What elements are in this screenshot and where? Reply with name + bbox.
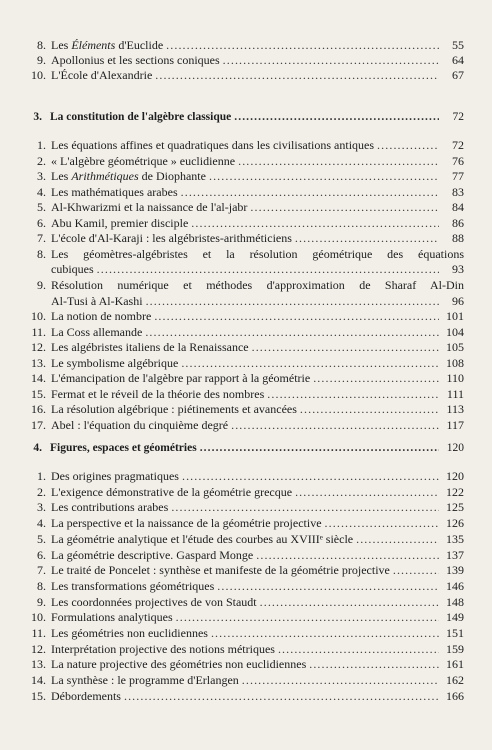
toc-entry xyxy=(28,610,464,624)
entry-number: 14. xyxy=(31,673,46,688)
toc-entry xyxy=(28,216,464,230)
entry-number: 10. xyxy=(31,309,46,324)
dot-leader xyxy=(166,38,439,52)
dot-leader xyxy=(238,154,439,168)
entry-number: 1. xyxy=(37,469,46,483)
dot-leader xyxy=(171,500,439,514)
entry-page: 64 xyxy=(452,53,464,67)
dot-leader xyxy=(211,626,439,640)
toc-entry xyxy=(28,340,464,354)
toc-entry xyxy=(28,53,464,67)
dot-leader xyxy=(295,231,439,245)
toc-entry xyxy=(28,154,464,168)
entry-title: Résolution numérique et méthodes d'approximation de Sharaf Al-Din xyxy=(51,277,464,292)
entry-number: 6. xyxy=(37,547,46,562)
toc-entry-continuation xyxy=(51,262,464,276)
entry-title: La perspective et la naissance de la géométrie projective xyxy=(51,516,322,531)
entry-title: Formulations analytiques xyxy=(51,610,173,625)
entry-number: 13. xyxy=(31,657,46,672)
entry-title: La nature projective des géométries non euclidiennes xyxy=(51,657,307,672)
entry-page: 126 xyxy=(446,516,464,531)
toc-entry xyxy=(28,169,464,183)
chapter-number: 3. xyxy=(33,111,42,123)
dot-leader xyxy=(231,418,439,432)
entry-title: Le symbolisme algébrique xyxy=(51,355,179,370)
dot-leader xyxy=(325,516,439,530)
entry-number: 2. xyxy=(37,484,46,499)
toc-entry xyxy=(28,231,464,245)
dot-leader xyxy=(267,387,439,401)
entry-page: 108 xyxy=(446,355,464,370)
entry-title: Les coordonnées projectives de von Staudt xyxy=(51,594,257,609)
entry-title: L'École d'Alexandrie xyxy=(51,68,153,82)
entry-page: 101 xyxy=(446,309,464,324)
dot-leader xyxy=(393,563,439,577)
entry-page: 111 xyxy=(446,386,464,401)
toc-entry xyxy=(28,469,464,483)
entry-title-cont: cubiques xyxy=(51,262,94,277)
entry-number: 12. xyxy=(31,641,46,656)
dot-leader xyxy=(234,110,439,124)
entry-page: 55 xyxy=(452,38,464,52)
dot-leader xyxy=(182,469,439,483)
chapter-title: Figures, espaces et géométries xyxy=(50,442,197,454)
entry-number: 4. xyxy=(37,516,46,531)
dot-leader xyxy=(176,610,439,624)
entry-number: 8. xyxy=(37,38,46,52)
entry-title: Les équations affines et quadratiques dans les civilisations antiques xyxy=(51,138,375,152)
entry-page: 67 xyxy=(452,68,464,82)
entry-number: 11. xyxy=(31,626,46,640)
entry-number: 2. xyxy=(37,153,46,168)
entry-number: 1. xyxy=(37,138,46,152)
entry-page: 110 xyxy=(446,371,464,386)
entry-number: 15. xyxy=(31,688,46,703)
entry-title: Apollonius et les sections coniques xyxy=(51,53,220,67)
entry-number: 14. xyxy=(31,371,46,386)
entry-page: 104 xyxy=(446,324,464,339)
entry-title: Al-Khwarizmi et la naissance de l'al-jabr xyxy=(51,200,248,215)
entry-title: Les mathématiques arabes xyxy=(51,184,178,199)
chapter-page: 120 xyxy=(446,442,464,454)
dot-leader xyxy=(154,309,439,323)
dot-leader xyxy=(250,200,439,214)
toc-entry xyxy=(28,532,464,546)
toc-entry xyxy=(28,500,464,514)
entry-number: 17. xyxy=(31,417,46,432)
dot-leader xyxy=(124,689,439,703)
toc-entry xyxy=(28,138,464,152)
entry-page: 137 xyxy=(446,547,464,562)
entry-page: 125 xyxy=(446,500,464,515)
dot-leader xyxy=(356,532,439,546)
entry-page: 148 xyxy=(446,594,464,609)
entry-number: 12. xyxy=(31,340,46,355)
entry-page: 120 xyxy=(446,469,464,483)
dot-leader xyxy=(377,138,439,152)
entry-title: L'école d'Al-Karaji : les algébristes-arithméticiens xyxy=(51,231,292,246)
toc-entry xyxy=(28,387,464,401)
entry-number: 10. xyxy=(31,610,46,625)
entry-number: 5. xyxy=(37,531,46,546)
chapter-title: La constitution de l'algèbre classique xyxy=(50,111,232,123)
entry-title: La résolution algébrique : piétinements et avancées xyxy=(51,402,297,417)
dot-leader xyxy=(242,673,439,687)
dot-leader xyxy=(309,657,439,671)
entry-title: Les géomètres-algébristes et la résolution géométrique des équations xyxy=(51,246,464,261)
entry-title: Abel : l'équation du cinquième degré xyxy=(51,417,229,432)
entry-number: 15. xyxy=(31,386,46,401)
entry-title: La Coss allemande xyxy=(51,324,143,339)
toc-entry xyxy=(28,418,464,432)
dot-leader xyxy=(313,371,439,385)
entry-title: L'émancipation de l'algèbre par rapport à la géométrie xyxy=(51,371,311,386)
toc-entry xyxy=(28,563,464,577)
entry-number: 9. xyxy=(37,594,46,609)
entry-page: 117 xyxy=(446,417,464,432)
toc-entry xyxy=(28,673,464,687)
entry-title-cont: Al-Tusi à Al-Kashi xyxy=(51,293,143,308)
entry-page: 139 xyxy=(446,563,464,578)
toc-entry xyxy=(28,642,464,656)
chapter-number: 4. xyxy=(33,442,42,454)
entry-page: 77 xyxy=(452,169,464,184)
entry-number: 11. xyxy=(31,324,46,339)
entry-page: 86 xyxy=(452,215,464,230)
chapter-heading xyxy=(28,110,464,124)
toc-entry xyxy=(28,548,464,562)
entry-title: La synthèse : le programme d'Erlangen xyxy=(51,673,239,688)
entry-number: 4. xyxy=(37,184,46,199)
dot-leader xyxy=(146,294,439,308)
toc-entry xyxy=(28,325,464,339)
entry-title: Interprétation projective des notions métriques xyxy=(51,641,275,656)
dot-leader xyxy=(223,53,439,67)
chapter-page: 72 xyxy=(452,111,464,123)
entry-number: 3. xyxy=(37,169,46,184)
entry-title: Les contributions arabes xyxy=(51,500,169,515)
toc-entry xyxy=(28,657,464,671)
dot-leader xyxy=(191,216,439,230)
toc-entry xyxy=(28,579,464,593)
entry-title: « L'algèbre géométrique » euclidienne xyxy=(51,153,236,168)
entry-title: Des origines pragmatiques xyxy=(51,469,179,483)
dot-leader xyxy=(209,169,439,183)
entry-number: 5. xyxy=(37,200,46,215)
entry-title: La géométrie analytique et l'étude des courbes au XVIIIᵉ siècle xyxy=(51,531,354,546)
entry-number: 6. xyxy=(37,215,46,230)
entry-title: L'exigence démonstrative de la géométrie grecque xyxy=(51,484,293,499)
toc-entry xyxy=(28,595,464,609)
dot-leader xyxy=(217,579,439,593)
entry-number: 8. xyxy=(37,246,46,261)
entry-number: 9. xyxy=(37,277,46,292)
entry-title: Le traité de Poncelet : synthèse et manifeste de la géométrie projective xyxy=(51,563,390,578)
entry-page: 161 xyxy=(446,657,464,672)
entry-page: 105 xyxy=(446,340,464,355)
entry-page: 159 xyxy=(446,641,464,656)
toc-entry xyxy=(28,626,464,640)
entry-number: 16. xyxy=(31,402,46,417)
entry-number: 10. xyxy=(31,68,46,82)
dot-leader xyxy=(295,485,439,499)
entry-page: 149 xyxy=(446,610,464,625)
entry-page: 96 xyxy=(452,293,464,308)
entry-title: Les géométries non euclidiennes xyxy=(51,626,208,640)
entry-title: Abu Kamil, premier disciple xyxy=(51,215,189,230)
dot-leader xyxy=(278,642,439,656)
dot-leader xyxy=(252,340,439,354)
toc-entry xyxy=(28,200,464,214)
entry-number: 3. xyxy=(37,500,46,515)
toc-entry xyxy=(28,247,464,261)
entry-number: 13. xyxy=(31,355,46,370)
entry-page: 162 xyxy=(446,673,464,688)
toc-entry xyxy=(28,185,464,199)
entry-title: Fermat et le réveil de la théorie des nombres xyxy=(51,386,265,401)
entry-page: 72 xyxy=(452,138,464,152)
dot-leader xyxy=(155,68,439,82)
entry-page: 122 xyxy=(446,484,464,499)
entry-page: 84 xyxy=(452,200,464,215)
entry-page: 113 xyxy=(446,402,464,417)
dot-leader xyxy=(97,262,439,276)
entry-title: Les transformations géométriques xyxy=(51,578,215,593)
entry-page: 135 xyxy=(446,531,464,546)
entry-title: La notion de nombre xyxy=(51,309,152,324)
entry-page: 88 xyxy=(452,231,464,246)
dot-leader xyxy=(300,402,439,416)
entry-page: 151 xyxy=(446,626,464,640)
toc-entry xyxy=(28,356,464,370)
toc-entry-continuation xyxy=(51,294,464,308)
toc-entry xyxy=(28,402,464,416)
entry-title: Les Éléments d'Euclide xyxy=(51,38,164,52)
dot-leader xyxy=(260,595,439,609)
entry-title: Les algébristes italiens de la Renaissance xyxy=(51,340,249,355)
chapter-heading xyxy=(28,441,464,455)
dot-leader xyxy=(256,548,439,562)
dot-leader xyxy=(145,325,439,339)
toc-entry xyxy=(28,371,464,385)
entry-number: 8. xyxy=(37,578,46,593)
toc-entry xyxy=(28,689,464,703)
entry-number: 9. xyxy=(37,53,46,67)
toc-entry xyxy=(28,485,464,499)
toc-entry xyxy=(28,309,464,323)
dot-leader xyxy=(181,185,439,199)
entry-number: 7. xyxy=(37,231,46,246)
entry-title: Les Arithmétiques de Diophante xyxy=(51,169,206,184)
toc-entry xyxy=(28,38,464,52)
entry-page: 166 xyxy=(446,688,464,703)
entry-title: La géométrie descriptive. Gaspard Monge xyxy=(51,547,254,562)
toc-entry xyxy=(28,68,464,82)
entry-page: 83 xyxy=(452,184,464,199)
dot-leader xyxy=(200,441,439,455)
toc-entry xyxy=(28,278,464,292)
toc-entry xyxy=(28,516,464,530)
entry-page: 146 xyxy=(446,578,464,593)
entry-page: 76 xyxy=(452,153,464,168)
entry-number: 7. xyxy=(37,563,46,578)
entry-title: Débordements xyxy=(51,688,121,703)
entry-page: 93 xyxy=(452,262,464,277)
dot-leader xyxy=(181,356,439,370)
